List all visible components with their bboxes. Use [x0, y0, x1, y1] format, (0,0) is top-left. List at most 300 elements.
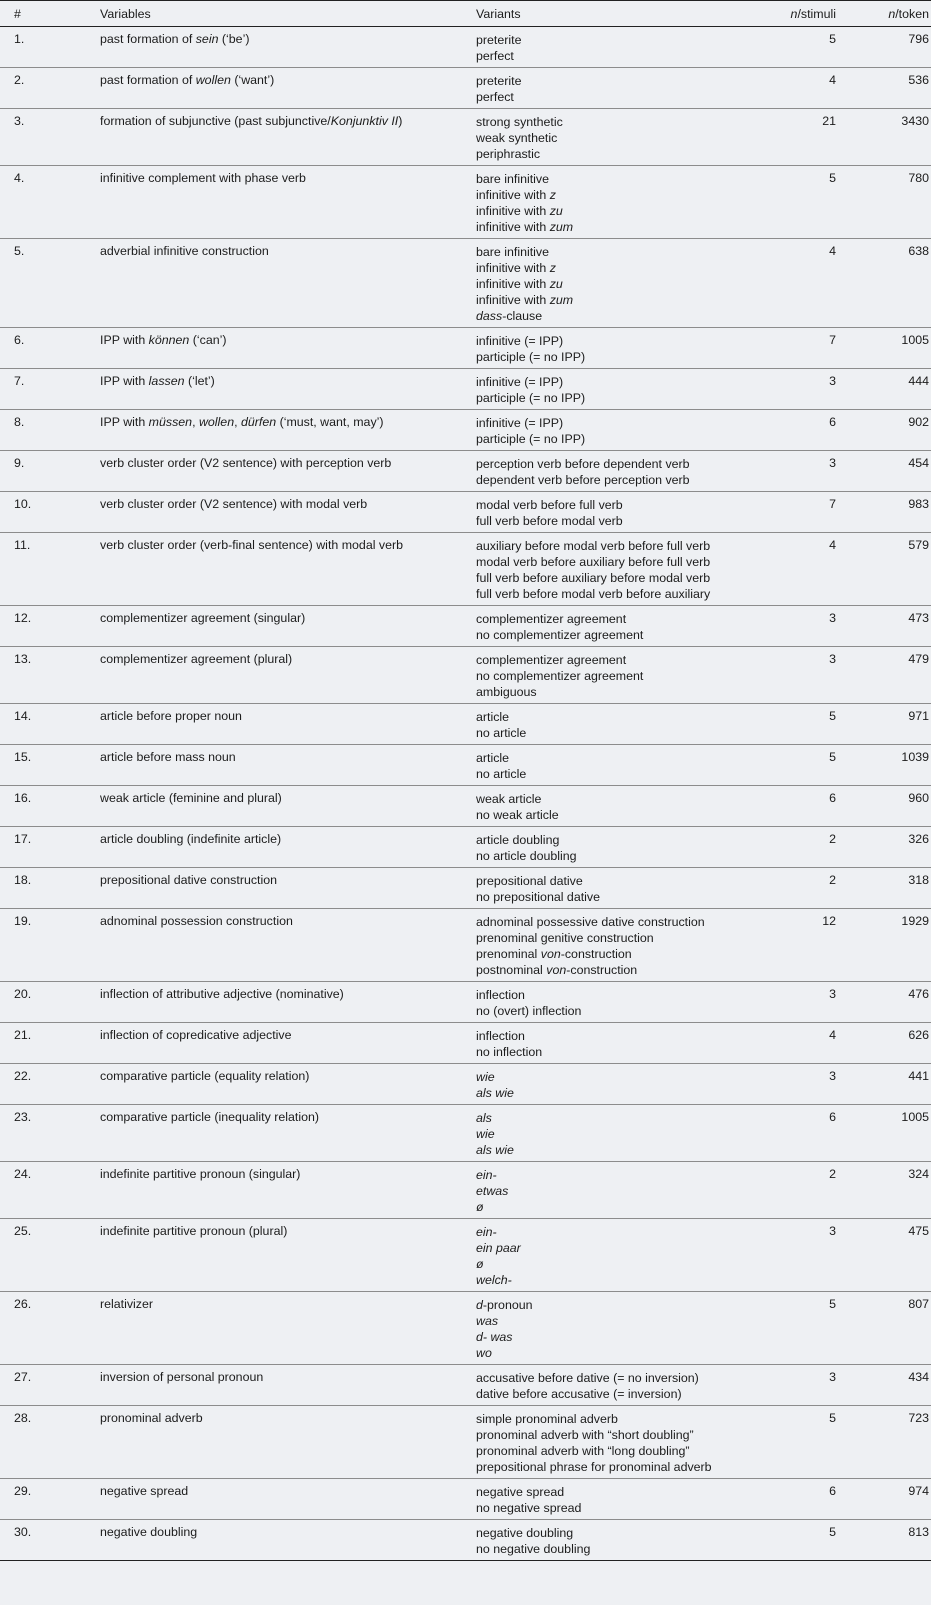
variant-line [476, 513, 756, 529]
variable-cell [100, 1064, 476, 1105]
stimuli-count: 5 [829, 750, 836, 764]
row-number: 16. [14, 791, 32, 805]
italic-text: z [549, 188, 556, 202]
italic-text: als wie [476, 1143, 514, 1157]
stimuli-count: 3 [829, 456, 836, 470]
row-number: 22. [14, 1069, 32, 1083]
variant-line [476, 1427, 756, 1443]
table-header [0, 1, 931, 27]
variable-cell [100, 745, 476, 786]
stimuli-count: 3 [829, 987, 836, 1001]
text-segment: infinitive (= IPP) [476, 416, 564, 430]
variants-cell [476, 451, 756, 492]
row-number: 24. [14, 1167, 32, 1181]
text-segment: infinitive (= IPP) [476, 334, 564, 348]
text-segment: no prepositional dative [476, 890, 600, 904]
italic-text: wollen [195, 73, 231, 87]
variant-line [476, 611, 756, 627]
variable-cell [100, 647, 476, 704]
italic-text: als wie [476, 1086, 514, 1100]
variant-line [476, 1110, 756, 1126]
text-segment: (‘let’) [184, 374, 215, 388]
italic-text: zum [549, 220, 574, 234]
stimuli-count: 3 [829, 374, 836, 388]
variable-cell [100, 1406, 476, 1479]
variant-line [476, 652, 756, 668]
token-count: 473 [908, 611, 929, 625]
italic-text: von [540, 947, 561, 961]
table-row [0, 786, 931, 827]
variants-cell [476, 786, 756, 827]
text-segment: pronominal adverb with “short doubling” [476, 1428, 694, 1442]
text-segment: prenominal genitive construction [476, 931, 654, 945]
text-segment: dative before accusative (= inversion) [476, 1387, 682, 1401]
stimuli-count: 5 [829, 1411, 836, 1425]
italic-text: sein [195, 32, 219, 46]
italic-text: zu [549, 277, 563, 291]
row-number: 2. [14, 73, 25, 87]
variable-cell [100, 827, 476, 868]
variant-line [476, 187, 756, 203]
variants-cell [476, 704, 756, 745]
text-segment: preterite [476, 33, 522, 47]
text-segment: -construction [560, 947, 632, 961]
italic-text: dass [476, 309, 503, 323]
variable-cell [100, 1520, 476, 1561]
token-count: 434 [908, 1370, 929, 1384]
variant-line [476, 807, 756, 823]
table-row [0, 410, 931, 451]
table-row [0, 982, 931, 1023]
row-number: 29. [14, 1484, 32, 1498]
variant-line [476, 89, 756, 105]
variant-line [476, 791, 756, 807]
table-row [0, 1365, 931, 1406]
variant-line [476, 554, 756, 570]
variants-cell [476, 1162, 756, 1219]
stimuli-count: 5 [829, 709, 836, 723]
stimuli-count: 21 [822, 114, 836, 128]
stimuli-count: 3 [829, 1224, 836, 1238]
token-count: 983 [908, 497, 929, 511]
token-count: 579 [908, 538, 929, 552]
italic-text: ein- [476, 1168, 497, 1182]
italic-text: lassen [148, 374, 185, 388]
variable-cell [100, 451, 476, 492]
text-segment: no article [476, 726, 527, 740]
variable-cell [100, 239, 476, 328]
variants-cell [476, 68, 756, 109]
table-row [0, 1292, 931, 1365]
variants-cell [476, 1023, 756, 1064]
variant-line [476, 1329, 756, 1345]
stimuli-count: 12 [822, 914, 836, 928]
italic-text: als [476, 1111, 492, 1125]
token-count: 971 [908, 709, 929, 723]
text-segment: weak article (feminine and plural) [100, 791, 282, 805]
variant-line [476, 1028, 756, 1044]
text-segment: complementizer agreement (plural) [100, 652, 293, 666]
variant-line [476, 1003, 756, 1019]
text-segment: IPP with [100, 374, 149, 388]
text-segment: negative spread [476, 1485, 565, 1499]
text-segment: modal verb before full verb [476, 498, 623, 512]
variants-cell [476, 1520, 756, 1561]
token-count: 1929 [901, 914, 929, 928]
variant-line [476, 472, 756, 488]
variable-cell [100, 1479, 476, 1520]
token-count: 626 [908, 1028, 929, 1042]
italic-text: dürfen [240, 415, 277, 429]
stimuli-count: 7 [829, 333, 836, 347]
text-segment: , [192, 415, 199, 429]
table-row [0, 827, 931, 868]
token-count: 444 [908, 374, 929, 388]
text-segment: weak article [476, 792, 542, 806]
text-segment: no complementizer agreement [476, 669, 644, 683]
variant-line [476, 32, 756, 48]
stimuli-count: 5 [829, 1525, 836, 1539]
variant-line [476, 292, 756, 308]
token-count: 780 [908, 171, 929, 185]
variant-line [476, 171, 756, 187]
variants-cell [476, 1219, 756, 1292]
row-number: 13. [14, 652, 32, 666]
token-count: 807 [908, 1297, 929, 1311]
variable-cell [100, 1023, 476, 1064]
stimuli-count: 6 [829, 415, 836, 429]
variant-line [476, 873, 756, 889]
text-segment: no negative spread [476, 1501, 582, 1515]
italic-text: wo [476, 1346, 492, 1360]
text-segment: /stimuli [797, 6, 836, 21]
variants-cell [476, 1365, 756, 1406]
text-segment: (‘want’) [230, 73, 275, 87]
row-number: 21. [14, 1028, 32, 1042]
variant-line [476, 889, 756, 905]
token-count: 479 [908, 652, 929, 666]
variant-line [476, 308, 756, 324]
variant-line [476, 750, 756, 766]
variants-cell [476, 647, 756, 704]
stimuli-count: 4 [829, 1028, 836, 1042]
token-count: 1005 [901, 333, 929, 347]
row-number: 27. [14, 1370, 32, 1384]
variant-line [476, 725, 756, 741]
variants-cell [476, 410, 756, 451]
text-segment: infinitive with [476, 293, 550, 307]
variant-line [476, 374, 756, 390]
table-row [0, 451, 931, 492]
variant-line [476, 1272, 756, 1288]
variant-line [476, 1345, 756, 1361]
header-token [836, 1, 931, 27]
variable-cell [100, 27, 476, 68]
table-row [0, 1219, 931, 1292]
row-number: 14. [14, 709, 32, 723]
text-segment: adnominal possessive dative construction [476, 915, 705, 929]
token-count: 1005 [901, 1110, 929, 1124]
text-segment: periphrastic [476, 147, 541, 161]
variant-line [476, 48, 756, 64]
variable-cell [100, 1219, 476, 1292]
variant-line [476, 1500, 756, 1516]
variable-cell [100, 786, 476, 827]
stimuli-count: 2 [829, 873, 836, 887]
variants-cell [476, 492, 756, 533]
token-count: 3430 [901, 114, 929, 128]
text-segment: prepositional dative [476, 874, 583, 888]
variants-cell [476, 533, 756, 606]
variant-line [476, 244, 756, 260]
token-count: 974 [908, 1484, 929, 1498]
token-count: 441 [908, 1069, 929, 1083]
variant-line [476, 946, 756, 962]
italic-text: ø [476, 1200, 484, 1214]
text-segment: IPP with [100, 333, 149, 347]
variant-line [476, 1044, 756, 1060]
text-segment: full verb before auxiliary before modal verb [476, 571, 711, 585]
italic-text: können [148, 333, 190, 347]
text-segment: /token [895, 6, 929, 21]
text-segment: negative doubling [100, 1525, 198, 1539]
row-number: 5. [14, 244, 25, 258]
text-segment: complementizer agreement (singular) [100, 611, 306, 625]
text-segment: modal verb before auxiliary before full verb [476, 555, 711, 569]
variant-line [476, 114, 756, 130]
text-segment: negative spread [100, 1484, 189, 1498]
variable-cell [100, 109, 476, 166]
text-segment: no article doubling [476, 849, 577, 863]
italic-text: n [790, 6, 798, 21]
variable-cell [100, 1292, 476, 1365]
header-num: # [14, 6, 21, 21]
variants-cell [476, 1064, 756, 1105]
row-number: 8. [14, 415, 25, 429]
row-number: 19. [14, 914, 32, 928]
row-number: 17. [14, 832, 32, 846]
variable-cell [100, 982, 476, 1023]
variant-line [476, 1142, 756, 1158]
text-segment: article doubling [476, 833, 560, 847]
italic-text: wie [476, 1070, 495, 1084]
token-count: 960 [908, 791, 929, 805]
variant-line [476, 1541, 756, 1557]
variants-cell [476, 745, 756, 786]
stimuli-count: 6 [829, 1484, 836, 1498]
text-segment: article before mass noun [100, 750, 236, 764]
variant-line [476, 1386, 756, 1402]
variants-cell [476, 827, 756, 868]
text-segment: strong synthetic [476, 115, 563, 129]
text-segment: participle (= no IPP) [476, 391, 586, 405]
row-number: 18. [14, 873, 32, 887]
text-segment: prenominal [476, 947, 541, 961]
variant-line [476, 1443, 756, 1459]
text-segment: verb cluster order (V2 sentence) with modal verb [100, 497, 368, 511]
italic-text: wollen [198, 415, 235, 429]
text-segment: pronominal adverb with “long doubling” [476, 1444, 690, 1458]
variant-line [476, 1370, 756, 1386]
table-row [0, 1479, 931, 1520]
variant-line [476, 570, 756, 586]
variable-cell [100, 1105, 476, 1162]
text-segment: inflection [476, 1029, 525, 1043]
variants-cell [476, 982, 756, 1023]
table-row [0, 533, 931, 606]
text-segment: infinitive with [476, 220, 550, 234]
row-number: 11. [14, 538, 31, 552]
variable-cell [100, 1365, 476, 1406]
table-row [0, 704, 931, 745]
row-number: 23. [14, 1110, 32, 1124]
text-segment: verb cluster order (V2 sentence) with perception verb [100, 456, 392, 470]
variant-line [476, 333, 756, 349]
text-segment: past formation of [100, 32, 196, 46]
row-number: 9. [14, 456, 25, 470]
italic-text: d [476, 1298, 483, 1312]
variant-line [476, 1313, 756, 1329]
token-count: 324 [908, 1167, 929, 1181]
token-count: 813 [908, 1525, 929, 1539]
row-number: 3. [14, 114, 25, 128]
italic-text: ein paar [476, 1241, 521, 1255]
row-number: 30. [14, 1525, 32, 1539]
text-segment: perfect [476, 49, 514, 63]
table-row [0, 1520, 931, 1561]
text-segment: article [476, 751, 510, 765]
variant-line [476, 1459, 756, 1475]
text-segment: no negative doubling [476, 1542, 591, 1556]
table-row [0, 1023, 931, 1064]
variant-line [476, 848, 756, 864]
stimuli-count: 2 [829, 1167, 836, 1181]
token-count: 475 [908, 1224, 929, 1238]
variants-cell [476, 109, 756, 166]
text-segment: bare infinitive [476, 172, 550, 186]
table-row [0, 27, 931, 68]
variant-line [476, 1484, 756, 1500]
variant-line [476, 1069, 756, 1085]
text-segment: infinitive (= IPP) [476, 375, 564, 389]
text-segment: inversion of personal pronoun [100, 1370, 264, 1384]
row-number: 12. [14, 611, 32, 625]
text-segment: ) [398, 114, 403, 128]
text-segment: inflection [476, 988, 525, 1002]
text-segment: negative doubling [476, 1526, 574, 1540]
text-segment: no inflection [476, 1045, 543, 1059]
variable-cell [100, 704, 476, 745]
italic-text: z [549, 261, 556, 275]
variant-line [476, 497, 756, 513]
variable-cell [100, 166, 476, 239]
variant-line [476, 349, 756, 365]
token-count: 796 [908, 32, 929, 46]
variable-cell [100, 369, 476, 410]
variants-cell [476, 166, 756, 239]
table-row [0, 1105, 931, 1162]
stimuli-count: 2 [829, 832, 836, 846]
text-segment: comparative particle (equality relation) [100, 1069, 310, 1083]
variant-line [476, 962, 756, 978]
stimuli-count: 3 [829, 1370, 836, 1384]
variants-cell [476, 239, 756, 328]
variable-cell [100, 533, 476, 606]
text-segment: bare infinitive [476, 245, 550, 259]
variant-line [476, 1126, 756, 1142]
italic-text: zum [549, 293, 574, 307]
variant-line [476, 203, 756, 219]
variants-cell [476, 868, 756, 909]
table-row [0, 1064, 931, 1105]
text-segment: complementizer agreement [476, 653, 627, 667]
variants-cell [476, 909, 756, 982]
text-segment: article doubling (indefinite article) [100, 832, 282, 846]
stimuli-count: 5 [829, 1297, 836, 1311]
table-row [0, 868, 931, 909]
variable-cell [100, 492, 476, 533]
text-segment: indefinite partitive pronoun (singular) [100, 1167, 301, 1181]
table-body [0, 27, 931, 1561]
variant-line [476, 1183, 756, 1199]
text-segment: article [476, 710, 510, 724]
text-segment: full verb before modal verb before auxiliary [476, 587, 711, 601]
table-row [0, 1162, 931, 1219]
text-segment: inflection of copredicative adjective [100, 1028, 292, 1042]
token-count: 902 [908, 415, 929, 429]
text-segment: weak synthetic [476, 131, 558, 145]
text-segment: relativizer [100, 1297, 154, 1311]
variant-line [476, 1199, 756, 1215]
table-row [0, 166, 931, 239]
variant-line [476, 219, 756, 235]
variant-line [476, 627, 756, 643]
stimuli-count: 4 [829, 244, 836, 258]
italic-text: etwas [476, 1184, 509, 1198]
text-segment: full verb before modal verb [476, 514, 623, 528]
variant-line [476, 1224, 756, 1240]
variant-line [476, 415, 756, 431]
text-segment: accusative before dative (= no inversion) [476, 1371, 699, 1385]
text-segment: article before proper noun [100, 709, 242, 723]
text-segment: perfect [476, 90, 514, 104]
variant-line [476, 146, 756, 162]
token-count: 536 [908, 73, 929, 87]
token-count: 723 [908, 1411, 929, 1425]
row-number: 4. [14, 171, 25, 185]
table-row [0, 239, 931, 328]
token-count: 454 [908, 456, 929, 470]
variable-cell [100, 606, 476, 647]
variant-line [476, 832, 756, 848]
text-segment: ambiguous [476, 685, 537, 699]
text-segment: infinitive with [476, 277, 550, 291]
text-segment: no (overt) inflection [476, 1004, 582, 1018]
text-segment: no weak article [476, 808, 559, 822]
variant-line [476, 538, 756, 554]
stimuli-count: 5 [829, 32, 836, 46]
italic-text: n [888, 6, 896, 21]
text-segment: prepositional dative construction [100, 873, 278, 887]
table-row [0, 606, 931, 647]
row-number: 25. [14, 1224, 32, 1238]
token-count: 318 [908, 873, 929, 887]
variant-line [476, 130, 756, 146]
token-count: 638 [908, 244, 929, 258]
variable-cell [100, 909, 476, 982]
text-segment: , [234, 415, 241, 429]
text-segment: past formation of [100, 73, 196, 87]
